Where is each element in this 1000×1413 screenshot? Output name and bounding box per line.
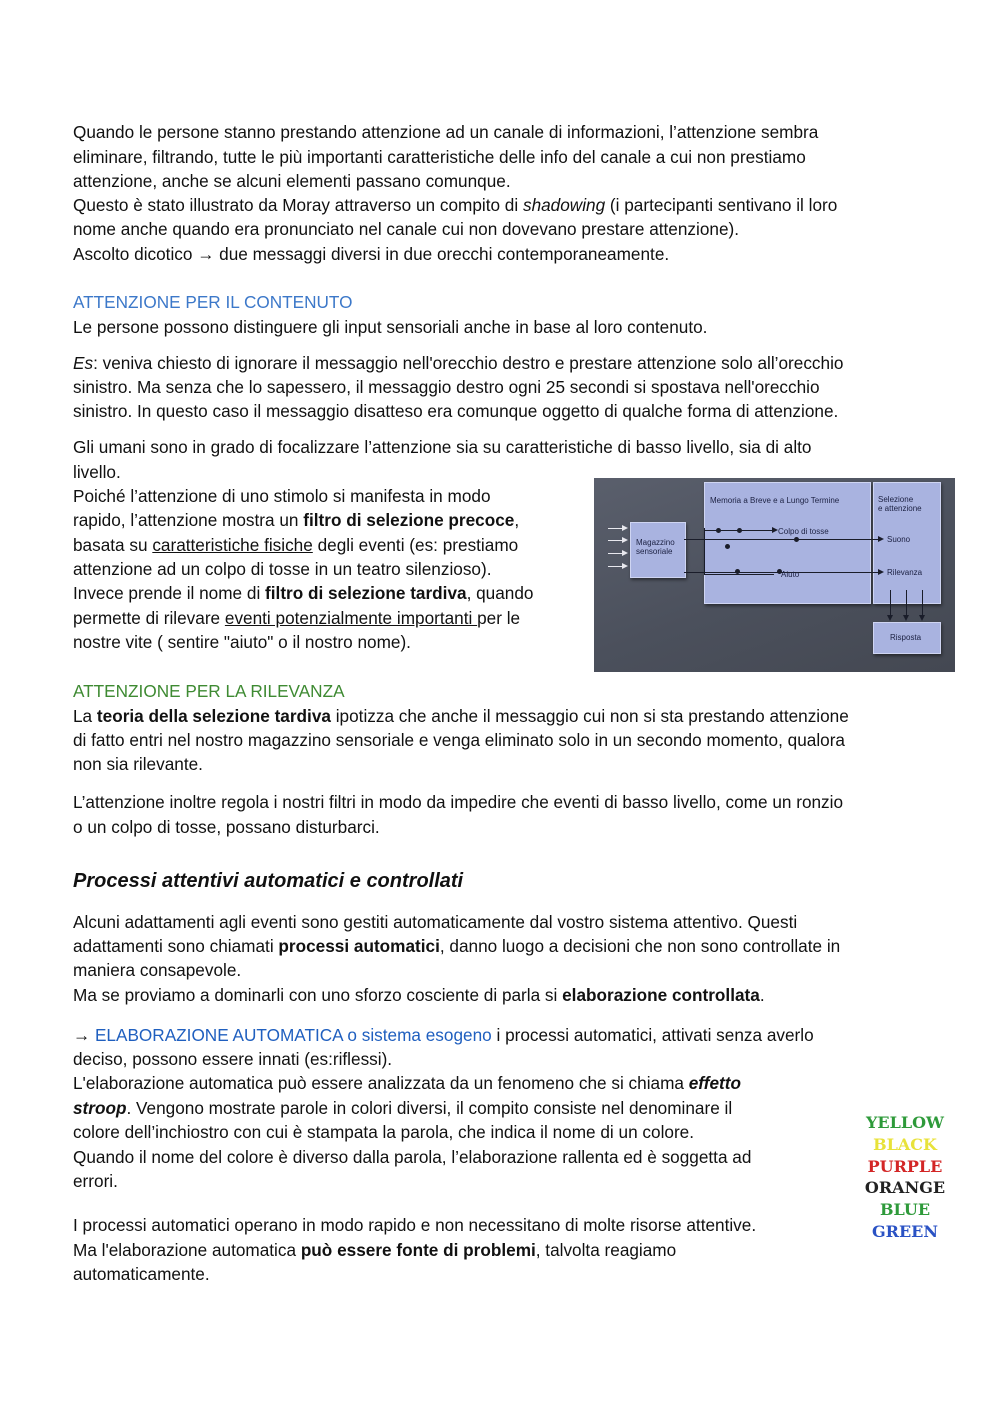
arrow-text: → bbox=[73, 1025, 95, 1045]
arrow-head bbox=[622, 550, 628, 556]
paragraph-line: L’attenzione inoltre regola i nostri filtri in modo da impedire che eventi di basso livello, come un ronzio bbox=[73, 792, 844, 812]
flow-line-aiuto bbox=[704, 574, 774, 575]
paragraph-line: Quando il nome del colore è diverso dalla parola, l’elaborazione rallenta ed è soggetta ad bbox=[73, 1147, 752, 1167]
sensory-store-label: Magazzino bbox=[636, 538, 675, 547]
underlined-term: caratteristiche fisiche bbox=[152, 535, 313, 555]
paragraph-line bbox=[73, 581, 533, 605]
paragraph-line bbox=[73, 508, 519, 532]
help-label: Aiuto bbox=[781, 570, 800, 579]
down-line bbox=[922, 590, 923, 618]
selection-label: e attenzione bbox=[878, 504, 922, 513]
sensory-store-label: sensoriale bbox=[636, 547, 673, 556]
section-heading-rilevanza: ATTENZIONE PER LA RILEVANZA bbox=[73, 681, 345, 701]
paragraph-line bbox=[73, 606, 520, 630]
paragraph-line: nostre vite ( sentire "aiuto" o il nostro nome). bbox=[73, 632, 411, 652]
text: Invece prende il nome di bbox=[73, 583, 266, 603]
text: , talvolta reagiamo bbox=[535, 1240, 677, 1260]
shadowing-term: shadowing bbox=[522, 195, 606, 215]
down-arrow bbox=[903, 615, 909, 621]
paragraph-line: attenzione, anche se alcuni elementi passano comunque. bbox=[73, 171, 511, 191]
text: per le bbox=[477, 608, 521, 628]
paragraph-line: I processi automatici operano in modo rapido e non necessitano di molte risorse attentive. bbox=[73, 1215, 757, 1235]
text: Ma l'elaborazione automatica bbox=[73, 1240, 301, 1260]
text: (i partecipanti sentivano il loro bbox=[605, 195, 838, 215]
paragraph-line bbox=[73, 1023, 814, 1047]
paragraph-line: Alcuni adattamenti agli eventi sono gestiti automaticamente dal vostro sistema attentivo. Questi bbox=[73, 912, 798, 932]
text: Questo è stato illustrato da Moray attraverso un compito di bbox=[73, 195, 523, 215]
arrow-head bbox=[878, 569, 884, 575]
text: adattamenti sono chiamati bbox=[73, 936, 279, 956]
paragraph-line: nome anche quando era pronunciato nel canale cui non dovevano prestare attenzione). bbox=[73, 219, 740, 239]
paragraph-line bbox=[73, 983, 765, 1007]
text: basata su bbox=[73, 535, 153, 555]
down-line bbox=[890, 590, 891, 618]
text: , danno luogo a decisioni che non sono controllate in bbox=[439, 936, 841, 956]
paragraph-line: Ascolto dicotico → due messaggi diversi in due orecchi contemporaneamente. bbox=[73, 244, 670, 264]
down-arrow bbox=[887, 615, 893, 621]
paragraph-line: deciso, possono essere innati (es:riflessi). bbox=[73, 1049, 393, 1069]
text: degli eventi (es: prestiamo bbox=[312, 535, 519, 555]
paragraph-line bbox=[73, 193, 837, 217]
es-label: Es bbox=[73, 353, 94, 373]
paragraph-line: Poiché l’attenzione di uno stimolo si manifesta in modo bbox=[73, 486, 491, 506]
memory-dot bbox=[794, 537, 799, 542]
bold-term: elaborazione controllata bbox=[562, 985, 760, 1005]
paragraph-line bbox=[73, 704, 849, 728]
arrow-head bbox=[622, 537, 628, 543]
paragraph-line: eliminare, filtrando, tutte le più importanti caratteristiche delle info del canale a cui non prestiamo bbox=[73, 147, 806, 167]
text: La bbox=[73, 706, 97, 726]
paragraph-line bbox=[73, 934, 840, 958]
paragraph-line: automaticamente. bbox=[73, 1264, 210, 1284]
section-heading-contenuto: ATTENZIONE PER IL CONTENUTO bbox=[73, 292, 353, 312]
bold-term: filtro di selezione precoce bbox=[303, 510, 515, 530]
text: Ma se proviamo a dominarli con uno sforzo cosciente di parla si bbox=[73, 985, 563, 1005]
stroop-term: stroop bbox=[73, 1098, 127, 1118]
paragraph-line: maniera consapevole. bbox=[73, 960, 242, 980]
bold-term: processi automatici bbox=[278, 936, 440, 956]
relevance-label: Rilevanza bbox=[887, 568, 923, 577]
paragraph-line bbox=[73, 351, 843, 375]
stroop-word: BLACK bbox=[873, 1134, 937, 1154]
memory-dot bbox=[716, 528, 721, 533]
paragraph-line bbox=[73, 1071, 741, 1095]
automatic-processing-heading: ELABORAZIONE AUTOMATICA o sistema esogeno bbox=[94, 1025, 492, 1045]
down-arrow bbox=[919, 615, 925, 621]
paragraph-line: non sia rilevante. bbox=[73, 754, 203, 774]
paragraph-line: Le persone possono distinguere gli input sensoriali anche in base al loro contenuto. bbox=[73, 317, 708, 337]
arrow-head bbox=[878, 536, 884, 542]
stroop-word: PURPLE bbox=[867, 1156, 943, 1176]
text: L'elaborazione automatica può essere analizzata da un fenomeno che si chiama bbox=[73, 1073, 689, 1093]
paragraph-line: di fatto entri nel nostro magazzino sensoriale e venga eliminato solo in un secondo momento, qualora bbox=[73, 730, 845, 750]
arrow-head bbox=[622, 563, 628, 569]
attention-filter-diagram bbox=[594, 478, 955, 672]
paragraph-line: attenzione ad un colpo di tosse in un teatro silenzioso). bbox=[73, 559, 492, 579]
paragraph-line: errori. bbox=[73, 1171, 118, 1191]
underlined-term: eventi potenzialmente importanti bbox=[224, 608, 478, 628]
paragraph-line bbox=[73, 1238, 676, 1262]
response-label: Risposta bbox=[890, 633, 922, 642]
cough-label: Colpo di tosse bbox=[778, 527, 829, 536]
stroop-word: BLUE bbox=[879, 1200, 931, 1220]
arrow-head bbox=[622, 525, 628, 531]
memory-dot bbox=[737, 528, 742, 533]
paragraph-line bbox=[73, 533, 518, 557]
flow-line bbox=[704, 528, 705, 574]
text: . bbox=[759, 985, 765, 1005]
paragraph-line: colore dell’inchiostro con cui è stampata la parola, che indica il nome di un colore. bbox=[73, 1122, 694, 1142]
text: i processi automatici, attivati senza averlo bbox=[491, 1025, 814, 1045]
paragraph-line: o un colpo di tosse, possano disturbarci. bbox=[73, 817, 380, 837]
text: , quando bbox=[466, 583, 534, 603]
down-line bbox=[906, 590, 907, 618]
stroop-word: GREEN bbox=[872, 1221, 938, 1241]
paragraph-line bbox=[73, 1096, 732, 1120]
stroop-word: YELLOW bbox=[865, 1113, 945, 1132]
flow-line-suono bbox=[684, 539, 879, 540]
stroop-term: effetto bbox=[688, 1073, 741, 1093]
stroop-word: ORANGE bbox=[864, 1178, 946, 1198]
text: : veniva chiesto di ignorare il messaggio nell'orecchio destro e prestare attenzione solo all’orecchio bbox=[93, 353, 844, 373]
paragraph-line: sinistro. Ma senza che lo sapessero, il messaggio destro ogni 25 secondi si spostava nell'orecchio bbox=[73, 377, 820, 397]
text: , bbox=[514, 510, 520, 530]
text: permette di rilevare bbox=[73, 608, 225, 628]
text: rapido, l’attenzione mostra un bbox=[73, 510, 304, 530]
bold-term: teoria della selezione tardiva bbox=[96, 706, 331, 726]
paragraph-line: Gli umani sono in grado di focalizzare l’attenzione sia su caratteristiche di basso livello, sia di alto bbox=[73, 437, 812, 457]
paragraph-line: livello. bbox=[73, 462, 121, 482]
selection-label: Selezione bbox=[878, 495, 914, 504]
text: ipotizza che anche il messaggio cui non si sta prestando attenzione bbox=[330, 706, 849, 726]
text: . Vengono mostrate parole in colori diversi, il compito consiste nel denominare il bbox=[126, 1098, 733, 1118]
bold-term: filtro di selezione tardiva bbox=[265, 583, 467, 603]
sound-label: Suono bbox=[887, 535, 911, 544]
bold-term: può essere fonte di problemi bbox=[300, 1240, 536, 1260]
memory-label: Memoria a Breve e a Lungo Termine bbox=[710, 496, 840, 505]
paragraph-line: sinistro. In questo caso il messaggio disatteso era comunque oggetto di qualche forma di attenzione. bbox=[73, 401, 839, 421]
section-title-processi: Processi attentivi automatici e controllati bbox=[73, 870, 464, 892]
memory-dot bbox=[725, 544, 730, 549]
stroop-example bbox=[860, 1112, 950, 1243]
memory-dot bbox=[735, 569, 740, 574]
paragraph-line: Quando le persone stanno prestando attenzione ad un canale di informazioni, l’attenzione sembra bbox=[73, 122, 819, 142]
